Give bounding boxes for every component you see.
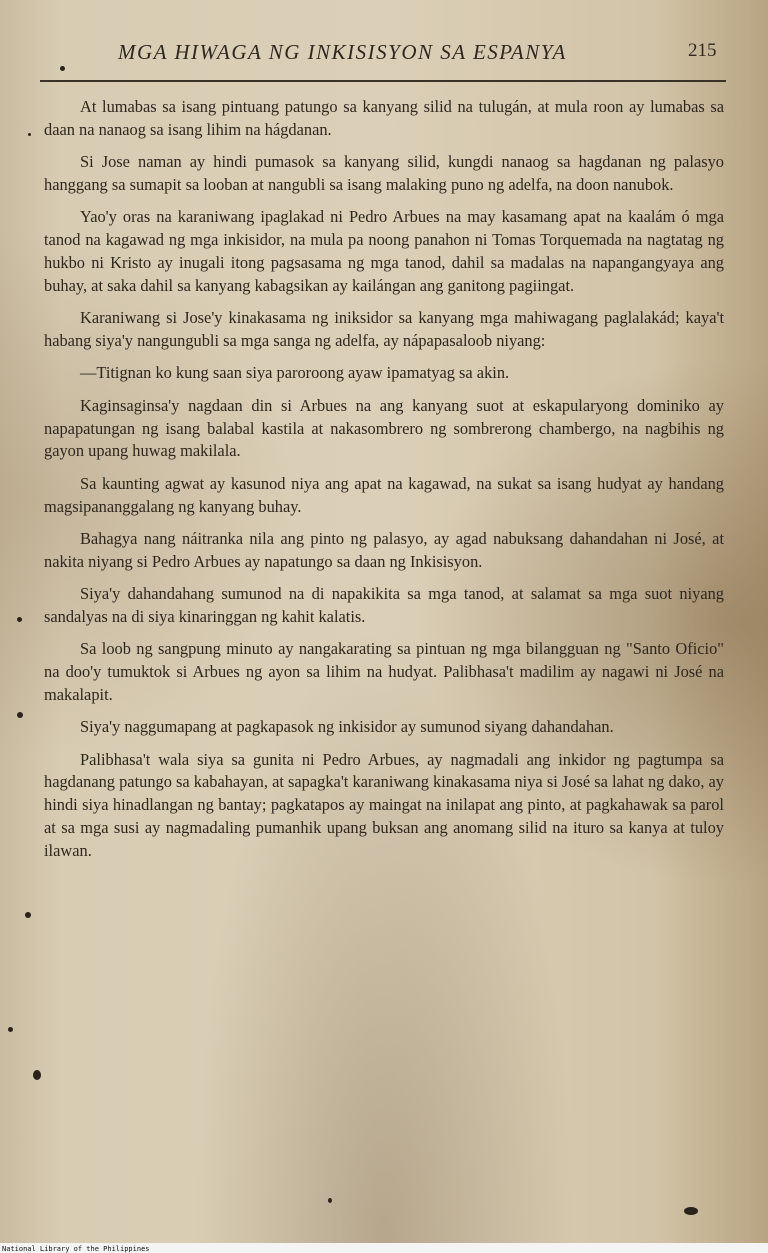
ink-speck (328, 1198, 332, 1203)
ink-speck (60, 66, 65, 71)
paragraph: Siya'y dahandahang sumunod na di napakikita sa mga tanod, at salamat sa mga suot niyang sandalyas na di siya kinaringgan ng kahit kalatis. (44, 584, 724, 626)
ink-speck (684, 1207, 698, 1215)
paragraph: Siya'y naggumapang at pagkapasok ng inkisidor ay sumunod siyang dahandahan. (80, 717, 614, 737)
ink-speck (33, 1070, 41, 1080)
library-credit: National Library of the Philippines (2, 1245, 150, 1253)
paragraph: Palibhasa't wala siya sa gunita ni Pedro Arbues, ay nagmadali ang inkidor ng pagtumpa sa hagdanang patungo sa kabahayan, at sapagka't karaniwang kinakasama niya si José sa lahat ng dako, ay hindi siya hinadlangan ng bantay; pagkatapos ay maingat na inilapat ang pinto, at pagkahawak sa parol at sa mga susi ay nagmadaling pumanhik upang buksan ang anomang silid na ituro sa kanya at tuloy ilawan. (44, 749, 724, 860)
paragraph: Si Jose naman ay hindi pumasok sa kanyang silid, kungdi nanaog sa hagdanan ng palasyo hanggang sa sumapit sa looban at nangubli sa isang malaking puno ng adelfa, na doon nanubok. (44, 152, 724, 194)
paragraph: Kaginsaginsa'y nagdaan din si Arbues na ang kanyang suot at eskapularyong dominiko ay napapatungan ng isang balabal kastila at nakasombrero ng sombrerong chambergo, na nagbihis ng gayon upang huwag makilala. (44, 395, 724, 461)
paragraph: Sa kaunting agwat ay kasunod niya ang apat na kagawad, na sukat sa isang hudyat ay handang magsipananggalang ng kanyang buhay. (44, 473, 724, 516)
ink-speck (28, 133, 31, 136)
paragraph: Karaniwang si Jose'y kinakasama ng iniksidor sa kanyang mga mahiwagang paglalakád; kaya't habang siya'y nangungubli sa mga sanga ng adelfa, ay nápapasaloob niyang: (44, 308, 724, 350)
ink-speck (17, 617, 22, 622)
ink-speck (17, 712, 23, 718)
paragraph: Yao'y oras na karaniwang ipaglakad ni Pedro Arbues na may kasamang apat na kaalám ó mga tanod na kagawad ng mga inkisidor, na mula pa noong panahon ni Tomas Torquemada na nagtatag ng hukbo ni Kristo ay inugali itong pagsasama ng mga tanod, dahil sa madalas na napangangyaya ang buhay, at saka dahil sa kanyang kabagsikan ay kailángan ang ganitong pagiingat. (44, 207, 724, 295)
paragraph: Sa loob ng sangpung minuto ay nangakarating sa pintuan ng mga bilangguan ng "Santo Oficio" na doo'y tumuktok si Arbues ng ayon sa lihim na hudyat. Palibhasa't madilim ay nagawi ni José na makalapit. (44, 639, 724, 704)
paragraph: —Titignan ko kung saan siya paroroong ayaw ipamatyag sa akin. (80, 363, 510, 383)
body-text (44, 96, 724, 872)
paragraph: At lumabas sa isang pintuang patungo sa kanyang silid na tulugán, at mula roon ay lumabas sa daan na nanaog sa isang lihim na hágdanan. (44, 97, 724, 139)
ink-speck (25, 912, 31, 918)
header-rule (40, 80, 726, 82)
ink-speck (8, 1027, 13, 1032)
page-number: 215 (688, 40, 717, 61)
running-head-title: MGA HIWAGA NG INKISISYON SA ESPANYA (118, 40, 567, 64)
paragraph: Bahagya nang náitranka nila ang pinto ng palasyo, ay agad nabuksang dahandahan ni José, at nakita niyang si Pedro Arbues ay napatungo sa daan ng Inkisisyon. (44, 528, 724, 571)
running-head (0, 40, 768, 80)
